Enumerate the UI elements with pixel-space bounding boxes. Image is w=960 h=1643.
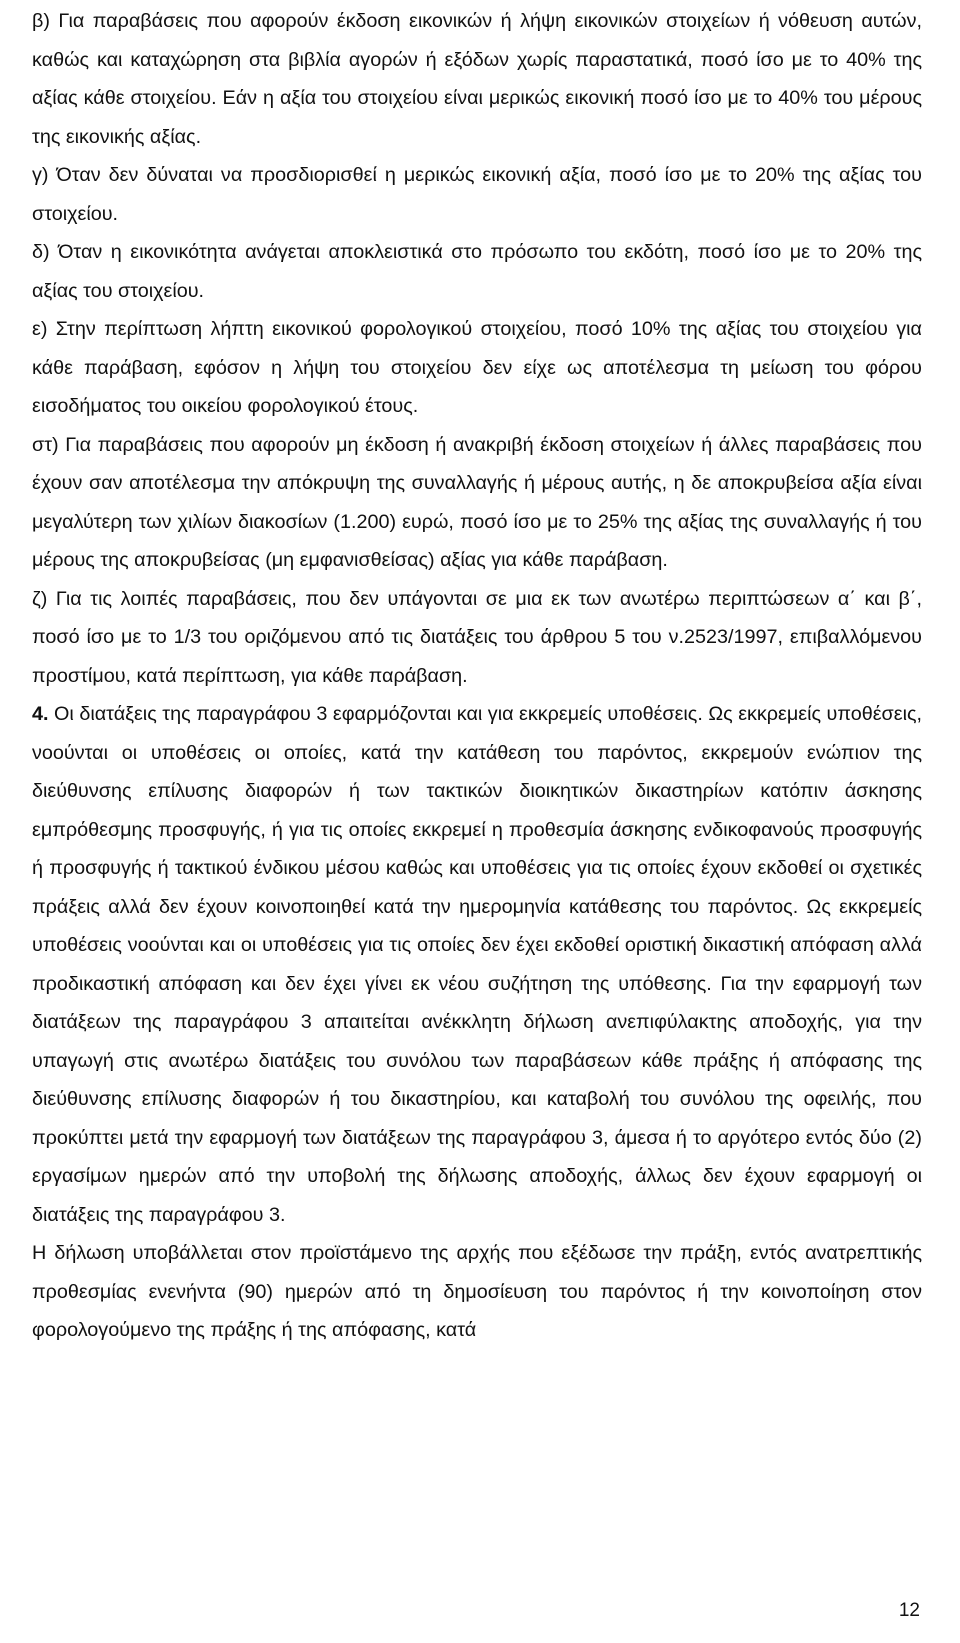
page-number: 12 — [898, 1600, 920, 1621]
paragraph-st: στ) Για παραβάσεις που αφορούν μη έκδοση ή ανακριβή έκδοση στοιχείων ή άλλες παραβάσεις που έχουν σαν αποτέλεσμα την απόκρυψη της συναλλαγής ή μέρους αυτής, η δε αποκρυβείσα αξία είναι μεγαλύτερη των χιλίων διακοσίων (1.200) ευρώ, ποσό ίσο με το 25% της αξίας της συναλλαγής ή του μέρους της αποκρυβείσας (μη εμφανισθείσας) αξίας για κάθε παράβαση. — [32, 433, 922, 571]
document-page — [32, 0, 922, 1350]
paragraph-4 — [32, 695, 922, 1234]
paragraph-g: γ) Όταν δεν δύναται να προσδιορισθεί η μερικώς εικονική αξία, ποσό ίσο με το 20% της αξίας του στοιχείου. — [32, 164, 922, 225]
paragraph-e: ε) Στην περίπτωση λήπτη εικονικού φορολογικού στοιχείου, ποσό 10% της αξίας του στοιχείου για κάθε παράβαση, εφόσον η λήψη του στοιχείου δεν είχε ως αποτέλεσμα τη μείωση του φόρου εισοδήματος του οικείου φορολογικού έτους. — [32, 318, 922, 417]
paragraph-4-text: Οι διατάξεις της παραγράφου 3 εφαρμόζονται και για εκκρεμείς υποθέσεις. Ως εκκρεμείς υποθέσεις, νοούνται οι υποθέσεις οι οποίες, κατά την κατάθεση του παρόντος, εκκρεμούν ενώπιον της διεύθυνσης επίλυσης διαφορών ή των τακτικών διοικητικών δικαστηρίων κατόπιν άσκησης εμπρόθεσμης προσφυγής, ή για τις οποίες εκκρεμεί η προθεσμία άσκησης ενδικοφανούς προσφυγής ή προσφυγής ή τακτικού ένδικου μέσου καθώς και υποθέσεις για τις οποίες έχουν εκδοθεί οι σχετικές πράξεις αλλά δεν έχουν κοινοποιηθεί κατά την ημερομηνία κατάθεσης του παρόντος. Ως εκκρεμείς υποθέσεις νοούνται και οι υποθέσεις για τις οποίες δεν έχει εκδοθεί οριστική δικαστική απόφαση αλλά προδικαστική απόφαση και δεν έχει γίνει εκ νέου συζήτηση της υπόθεσης. Για την εφαρμογή των διατάξεων της παραγράφου 3 απαιτείται ανέκκλητη δήλωση ανεπιφύλακτης αποδοχής, για την υπαγωγή στις ανωτέρω διατάξεις του συνόλου των παραβάσεων κάθε πράξης ή απόφασης της διεύθυνσης επίλυσης διαφορών ή του δικαστηρίου, και καταβολή του συνόλου της οφειλής, που προκύπτει μετά την εφαρμογή των διατάξεων της παραγράφου 3, άμεσα ή το αργότερο εντός δύο (2) εργασίμων ημερών από την υποβολή της δήλωσης αποδοχής, άλλως δεν έχουν εφαρμογή οι διατάξεις της παραγράφου 3. — [32, 703, 922, 1226]
paragraph-final: Η δήλωση υποβάλλεται στον προϊστάμενο της αρχής που εξέδωσε την πράξη, εντός ανατρεπτικής προθεσμίας ενενήντα (90) ημερών από τη δημοσίευση του παρόντος ή την κοινοποίηση στον φορολογούμενο της πράξης ή της απόφασης, κατά — [32, 1242, 922, 1341]
paragraph-4-number: 4. — [32, 703, 49, 725]
paragraph-z: ζ) Για τις λοιπές παραβάσεις, που δεν υπάγονται σε μια εκ των ανωτέρω περιπτώσεων α΄ και β΄, ποσό ίσο με το 1/3 του οριζόμενου από τις διατάξεις του άρθρου 5 του ν.2523/1997, επιβαλλόμενου προστίμου, κατά περίπτωση, για κάθε παράβαση. — [32, 587, 922, 687]
paragraph-d: δ) Όταν η εικονικότητα ανάγεται αποκλειστικά στο πρόσωπο του εκδότη, ποσό ίσο με το 20% της αξίας του στοιχείου. — [32, 241, 922, 302]
paragraph-b: β) Για παραβάσεις που αφορούν έκδοση εικονικών ή λήψη εικονικών στοιχείων ή νόθευση αυτών, καθώς και καταχώρηση στα βιβλία αγορών ή εξόδων χωρίς παραστατικά, ποσό ίσο με το 40% της αξίας κάθε στοιχείου. Εάν η αξία του στοιχείου είναι μερικώς εικονική ποσό ίσο με το 40% του μέρους της εικονικής αξίας. — [32, 10, 922, 148]
